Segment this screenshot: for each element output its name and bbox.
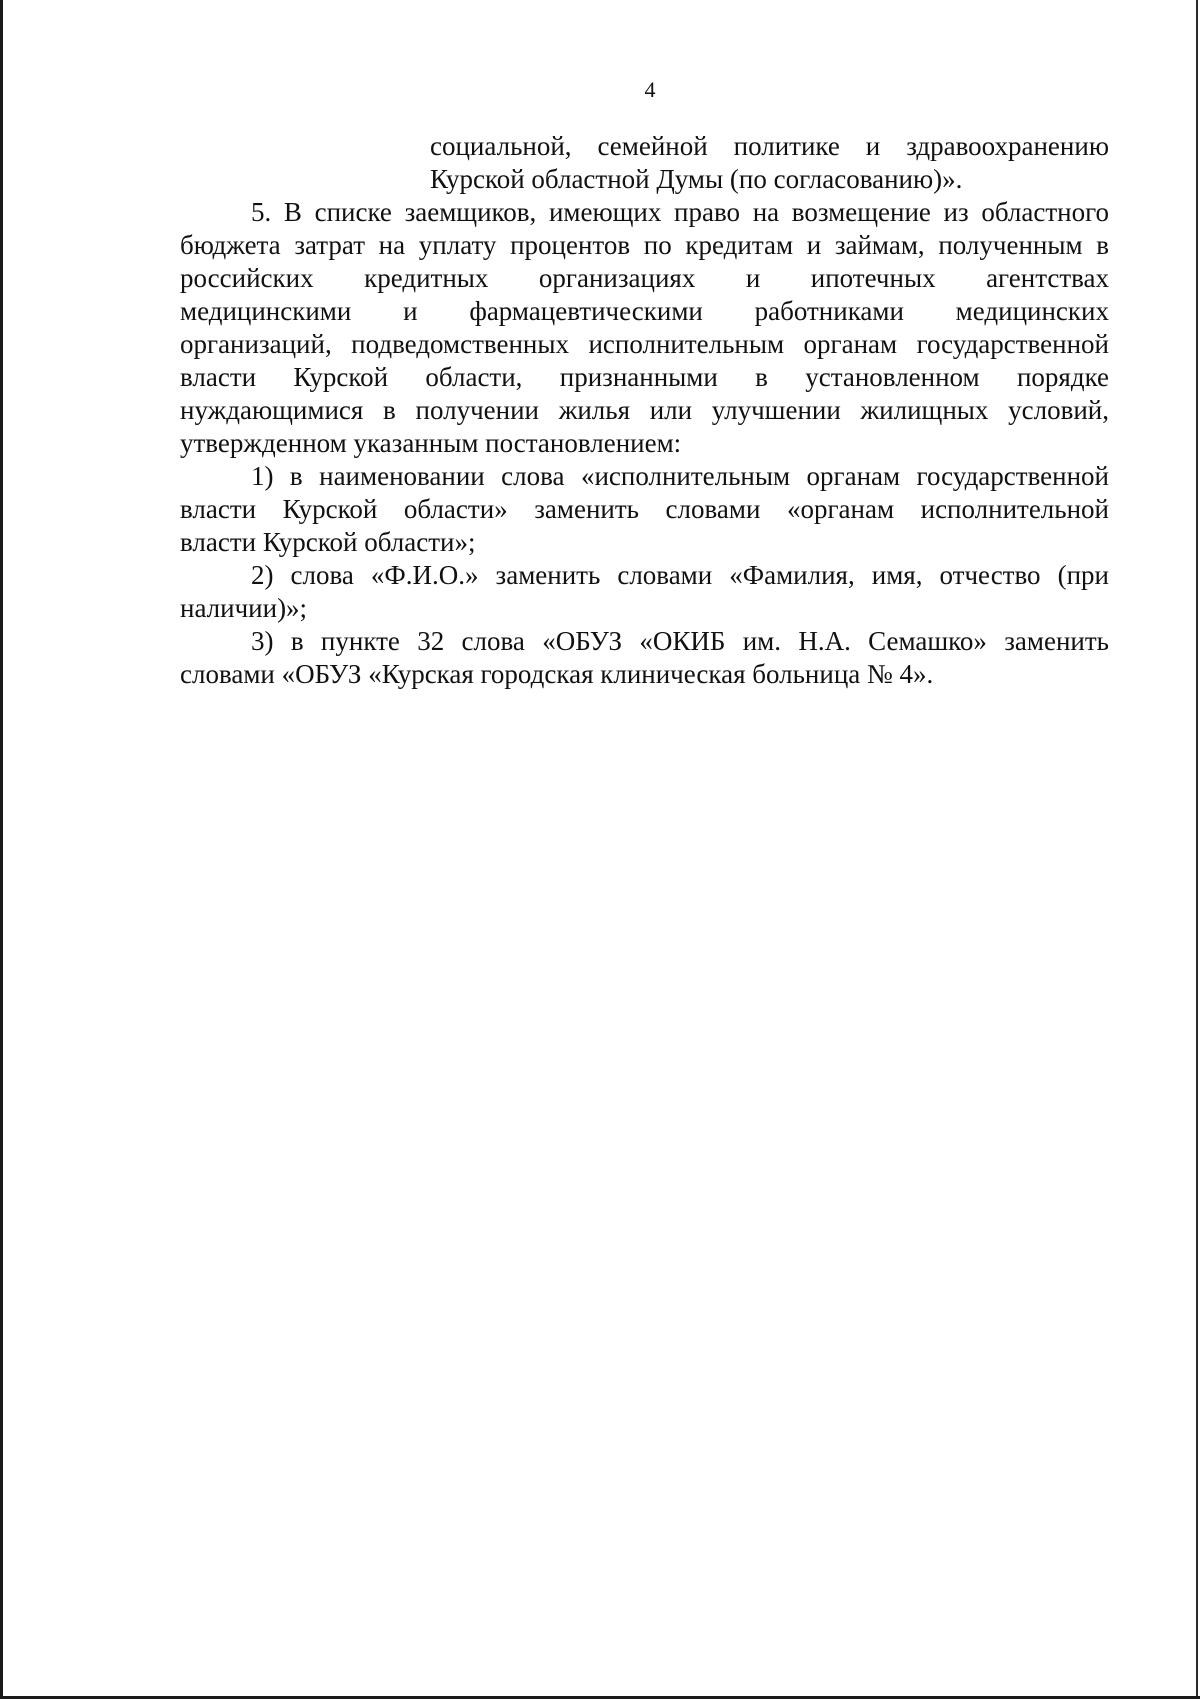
text-line: наличии)»; — [180, 593, 308, 623]
text-line: утвержденном указанным постановлением: — [180, 428, 682, 458]
text-line: организаций, подведомственных исполнительным органам государственной — [180, 329, 1109, 359]
text-line: власти Курской области»; — [180, 527, 476, 557]
text-line: словами «ОБУЗ «Курская городская клиническая больница № 4». — [180, 659, 934, 689]
text-line: 1) в наименовании слова «исполнительным органам государственной — [251, 461, 1109, 491]
text-line: Курской областной Думы (по согласованию)». — [430, 164, 963, 194]
text-line: 5. В списке заемщиков, имеющих право на возмещение из областного — [251, 197, 1109, 227]
text-line: 3) в пункте 32 слова «ОБУЗ «ОКИБ им. Н.А. Семашко» заменить — [251, 626, 1109, 656]
scan-edge-right — [1196, 0, 1198, 1699]
text-line: власти Курской области, признанными в установленном порядке — [180, 362, 1109, 392]
text-line: нуждающимися в получении жилья или улучшении жилищных условий, — [180, 395, 1109, 425]
text-line: 2) слова «Ф.И.О.» заменить словами «Фамилия, имя, отчество (при — [251, 560, 1109, 590]
scan-edge-left — [0, 0, 3, 1699]
text-line: социальной, семейной политике и здравоохранению — [430, 131, 1109, 161]
text-line: российских кредитных организациях и ипотечных агентствах — [180, 263, 1109, 293]
page-number: 4 — [644, 77, 656, 102]
text-line: медицинскими и фармацевтическими работниками медицинских — [180, 296, 1109, 326]
text-line: бюджета затрат на уплату процентов по кредитам и займам, полученным в — [180, 230, 1109, 260]
document-body — [180, 130, 1109, 691]
text-line: власти Курской области» заменить словами «органам исполнительной — [180, 494, 1109, 524]
